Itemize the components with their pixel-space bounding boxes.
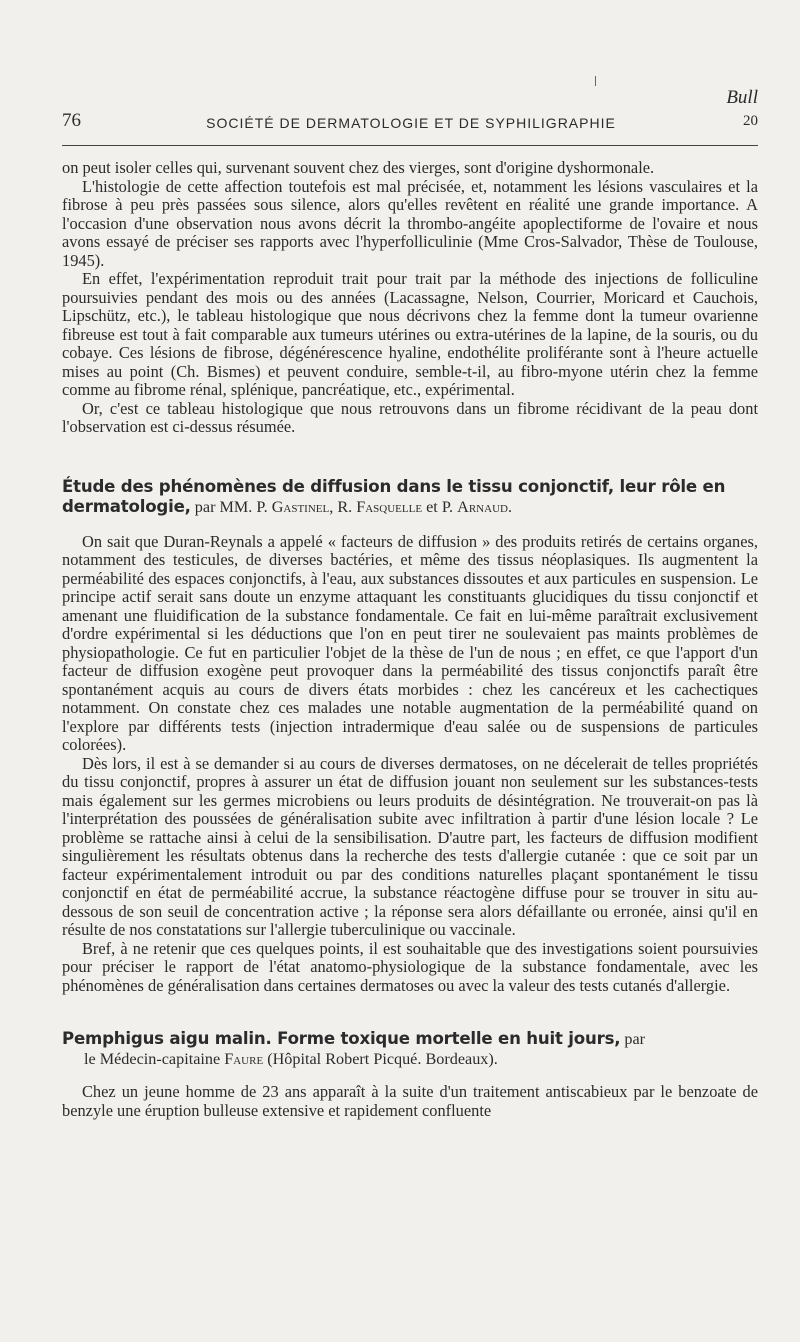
byline-end: . xyxy=(507,497,513,516)
byline xyxy=(62,1049,758,1069)
corner-annotation: Bull xyxy=(726,87,758,108)
author-name: Faure xyxy=(224,1050,264,1068)
byline-separator: et P. xyxy=(422,497,458,516)
intro-paragraph: Or, c'est ce tableau histologique que nous retrouvons dans un fibrome récidivant de la peau dont l'observation est ci-dessus résumée. xyxy=(62,398,758,436)
byline-separator: , R. xyxy=(329,497,357,516)
section-paragraph: On sait que Duran-Reynals a appelé « facteurs de diffusion » des produits retirés de certains organes, notamment des testicules, de diverses bactéries, et même des tissus néoplasiques. Ils augmentent la perméabilité des espaces conjonctifs, à l'eau, aux substances dissoutes et aux particules en suspension. Le principe actif serait sans doute un enzyme attaquant les constituants glucidiques du tissu conjonctif et amenant une fluidification de la substance fondamentale. Ce fait en lui-même paraîtrait exclusivement d'ordre expérimental si les déductions que l'on en peut tirer ne soulevaient pas maints problèmes de physiopathologie. Ce fut en particulier l'objet de la thèse de l'un de nous ; en effet, ce que l'apport d'un facteur de diffusion exogène peut provoquer dans la perméabilité des tissus conjonctifs paraît être spontanément acquis au cours de divers états morbides : chez les cancéreux et les cachectiques notamment. On constate chez ces malades une notable augmentation de la perméabilité quand on l'explore par différents tests (injection intradermique d'eau salée ou de suspensions de particules colorées). xyxy=(62,531,758,754)
author-affiliation: (Hôpital Robert Picqué. Bordeaux). xyxy=(263,1050,498,1068)
section-title: Pemphigus aigu malin. Forme toxique mortelle en huit jours, xyxy=(62,1029,621,1048)
margin-mark xyxy=(595,76,596,86)
journal-title: SOCIÉTÉ DE DERMATOLOGIE ET DE SYPHILIGRAPHIE xyxy=(206,115,616,131)
section-title: Étude des phénomènes de diffusion dans le tissu conjonctif, leur rôle en dermatologie, xyxy=(62,476,726,516)
section-paragraph: Chez un jeune homme de 23 ans apparaît à la suite d'un traitement antiscabieux par le benzoate de benzyle une éruption bulleuse extensive et rapidement confluente xyxy=(62,1082,758,1120)
author-name: Gastinel xyxy=(271,497,330,516)
volume-number: 20 xyxy=(743,113,758,129)
page-number: 76 xyxy=(62,110,81,131)
author-rank: le Médecin-capitaine xyxy=(84,1050,225,1068)
article-body xyxy=(62,159,758,1120)
author-name: Arnaud xyxy=(457,497,508,516)
intro-paragraph: En effet, l'expérimentation reproduit trait pour trait par la méthode des injections de folliculine poursuivies pendant des mois ou des années (Lacassagne, Nelson, Courrier, Moricard et Cauchois, Lipschütz, etc.), le tableau histologique que nous décrivons chez la femme dont la tumeur ovarienne fibreuse est tout à fait comparable aux tumeurs utérines ou extra-utérines de la lapine, de la souris, ou du cobaye. Ces lésions de fibrose, dégénérescence hyaline, endothélite proliférante sont à l'heure actuelle mises au point (Ch. Bismes) et peuvent conduire, semble-t-il, au fibro-myone utérin chez la femme comme au fibrome rénal, splénique, pancréatique, etc., expérimental. xyxy=(62,269,758,399)
running-head xyxy=(62,110,760,134)
byline-prefix: par MM. P. xyxy=(194,497,272,516)
intro-paragraph: L'histologie de cette affection toutefois est mal précisée, et, notamment les lésions vasculaires et la fibrose à peu près passées sous silence, alors qu'elles revêtent en réalité une grande importance. A l'occasion d'une observation nous avons décrit la thrombo-angéite apoplectiforme de l'ovaire et nous avons essayé de préciser ses rapports avec l'hyperfolliculinie (Mme Cros-Salvador, Thèse de Toulouse, 1945). xyxy=(62,176,758,270)
section-paragraph: Dès lors, il est à se demander si au cours de diverses dermatoses, on ne décelerait de telles propriétés du tissu conjonctif, propres à assurer un état de diffusion jouant non seulement sur les substances-tests mais également sur les germes microbiens ou leurs produits de désintégration. Ne trouverait-on pas là l'interprétation des poussées de généralisation subite avec infiltration à partir d'une lésion locale ? Le problème se rattache ainsi à celui de la sensibilisation. D'autre part, les facteurs de diffusion modifient singulièrement les résultats obtenus dans la recherche des tests d'allergie cutanée : que ce soit par un facteur expérimentalement introduit ou par des conditions naturelles plaçant spontanément le tissu conjonctif en état de perméabilité accrue, la substance réactogène diffuse pour se trouver in situ au-dessous de son seuil de concentration active ; la réponse sera alors défaillante ou erronée, ainsi qu'il en résulte de nos constatations sur l'allergie tuberculinique ou vaccinale. xyxy=(62,753,758,939)
section-heading-diffusion xyxy=(62,477,758,517)
author-name: Fasquelle xyxy=(356,497,423,516)
section-paragraph: Bref, à ne retenir que ces quelques points, il est souhaitable que des investigations soient poursuivies pour préciser le rapport de l'état anatomo-physiologique de la substance fondamentale, avec les phénomènes de généralisation dans certaines dermatoses ou avec la valeur des tests cutanés d'allergie. xyxy=(62,938,758,995)
header-rule xyxy=(62,145,758,146)
intro-paragraph: on peut isoler celles qui, survenant souvent chez des vierges, sont d'origine dyshormonale. xyxy=(62,158,655,177)
byline-prefix: par xyxy=(624,1030,646,1048)
section-heading-pemphigus xyxy=(62,1029,758,1069)
